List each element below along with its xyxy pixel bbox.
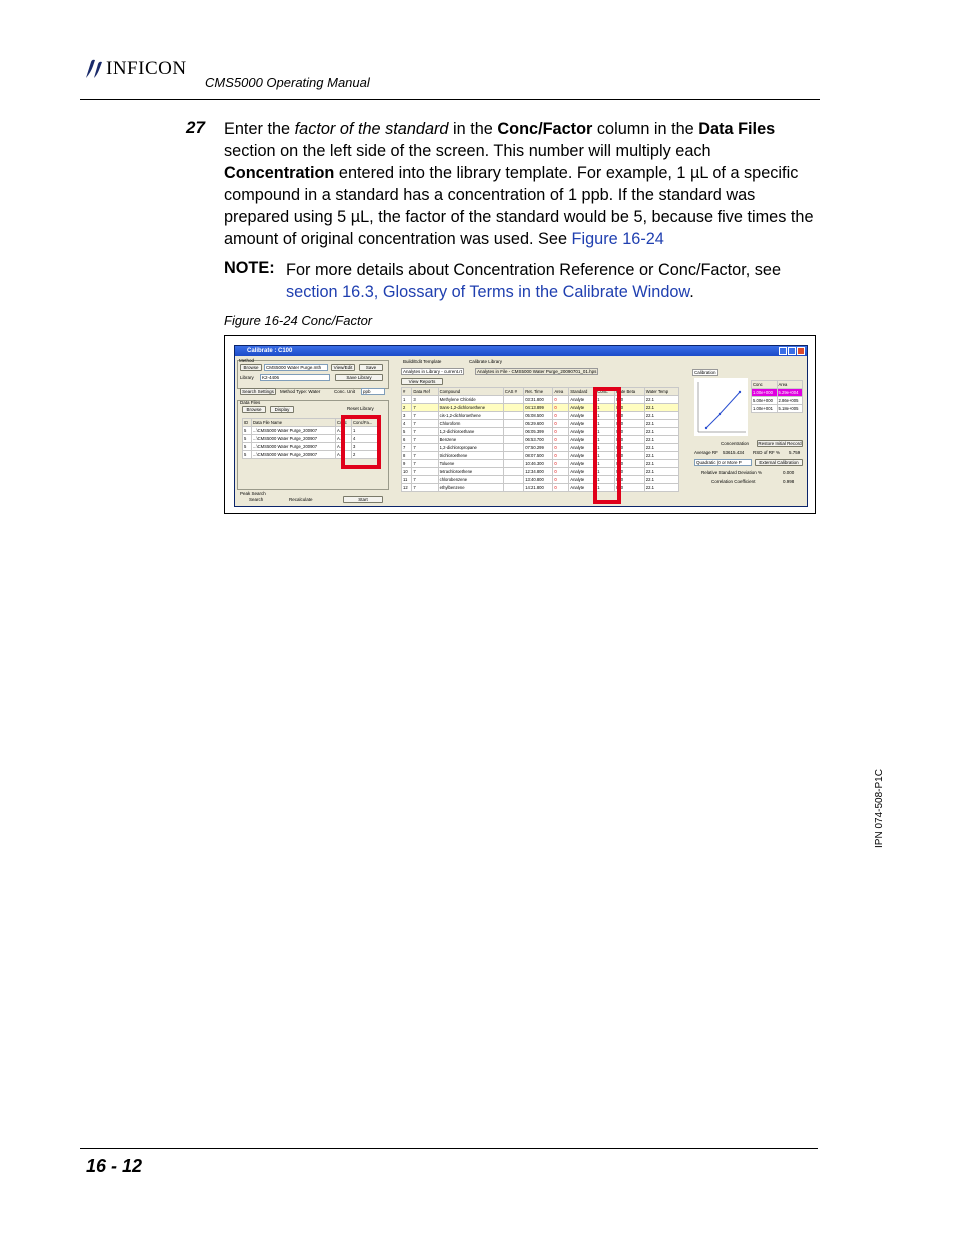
page-number: 16 - 12 <box>86 1156 143 1176</box>
reset-library-checkbox[interactable]: Reset Library <box>347 406 374 411</box>
tab-calibration[interactable]: Calibration <box>694 370 716 375</box>
table-row[interactable]: 5 ...\CMS5000 Water Purge_200907 A... 1 <box>243 427 380 435</box>
table-row[interactable]: 10 7 tetrachloroethene 12:34.800 0 Analyte 1 000 22.1 <box>402 468 679 476</box>
minimize-icon[interactable] <box>779 347 787 355</box>
table-row[interactable]: 5 ...\CMS5000 Water Purge_200907 A... 2 <box>243 451 380 459</box>
glossary-link[interactable]: section 16.3, Glossary of Terms in the Calibrate Window <box>286 283 690 301</box>
concentration-label: Concentration <box>721 441 750 446</box>
conc-factor-cell[interactable]: 1 <box>352 427 380 435</box>
note-body: For more details about Concentration Reference or Conc/Factor, see <box>286 261 782 279</box>
corr-coef-value: 0.998 <box>783 479 795 484</box>
conc-unit-label: Conc. Unit <box>334 389 356 394</box>
ipn-code: IPN 074-508-P1C <box>874 769 885 848</box>
analytes-header: # Data Ref Compound CAS # Ret. Time Area Standard Conc. Flate Beta Water Temp <box>402 388 679 396</box>
df-col-conc: Conc <box>336 419 352 427</box>
method-type-label: Method Type: Water <box>280 389 321 394</box>
build-template-radio[interactable]: Build/Edit Template <box>403 359 442 364</box>
df-col-factor: Conc/Fa... <box>352 419 380 427</box>
rsd-label: RSD of RF % <box>753 450 781 455</box>
conc-factor-term: Conc/Factor <box>497 120 593 138</box>
peak-search-label: Peak Search <box>240 491 266 496</box>
data-files-term: Data Files <box>698 120 776 138</box>
browse-data-button[interactable]: Browse <box>242 406 266 413</box>
save-button[interactable]: Save <box>359 364 383 371</box>
step-text-2: in the <box>448 120 498 138</box>
df-col-id: ID <box>243 419 252 427</box>
calibration-curve <box>694 378 748 436</box>
browse-method-button[interactable]: Browse <box>240 364 262 371</box>
table-row[interactable]: 12 7 ethylbenzene 14:21.800 0 Analyte 1 000 22.1 <box>402 484 679 492</box>
method-label: Method <box>239 358 255 363</box>
window-title <box>235 346 807 356</box>
window-title-text: Calibrate : C100 <box>247 348 293 354</box>
conc-factor-cell[interactable]: 4 <box>352 435 380 443</box>
rel-std-dev-label: Relative Standard Deviation % <box>701 470 763 475</box>
save-library-button[interactable]: Save Library <box>335 374 383 381</box>
close-icon[interactable] <box>797 347 805 355</box>
step-text-3: column in the <box>592 120 699 138</box>
table-row[interactable]: 4 7 Chloroform 05:29.600 0 Analyte 1 000 22.1 <box>402 420 679 428</box>
logo-text: INFICON <box>106 58 187 79</box>
window-controls <box>779 347 805 355</box>
table-row[interactable]: 3 7 cis-1,2-dichloroethene 05:08.500 0 Analyte 1 000 22.1 <box>402 412 679 420</box>
maximize-icon[interactable] <box>788 347 796 355</box>
table-row[interactable]: 5.00e+000 2.86e+005 <box>752 397 803 405</box>
table-row[interactable]: 7 7 1,2-dichloropropane 07:50.299 0 Analyte 1 000 22.1 <box>402 444 679 452</box>
analytes-table <box>401 387 679 492</box>
table-row[interactable]: 8 7 trichloroethene 08:07.500 0 Analyte 1 000 22.1 <box>402 452 679 460</box>
analyte-rows <box>402 396 679 492</box>
library-label: Library <box>240 375 254 380</box>
step-emphasis: factor of the standard <box>294 120 449 138</box>
restore-initial-button[interactable]: Restore Initial Record <box>758 441 802 446</box>
rel-std-dev-value: 0.000 <box>783 470 795 475</box>
table-row[interactable]: 11 7 chlorobenzene 13:40.800 0 Analyte 1 000 22.1 <box>402 476 679 484</box>
step-text-1: Enter the <box>224 120 295 138</box>
library-pane <box>397 358 689 504</box>
library-select[interactable]: K2-4406 <box>260 374 330 381</box>
calibrate-library-radio[interactable]: Calibrate Library <box>469 359 503 364</box>
inficon-logo-icon <box>82 58 104 80</box>
df-col-name: Data File Name <box>252 419 336 427</box>
calibration-pane <box>691 358 805 504</box>
note-label: NOTE: <box>224 259 275 277</box>
figure-link[interactable]: Figure 16-24 <box>571 230 664 248</box>
note-text <box>286 259 816 303</box>
calibration-table: Conc Area 1.00e+000 5.29e+004 5.00e+000 2.86e+005 1.00e+001 5.18e+005 <box>751 380 803 413</box>
conc-unit-select[interactable]: ppb <box>361 388 385 395</box>
view-reports-button[interactable]: View Reports <box>401 378 443 385</box>
rsd-value: 5.759 <box>789 450 801 455</box>
start-button[interactable]: Start <box>343 496 383 503</box>
table-row[interactable]: 1.00e+001 5.18e+005 <box>752 405 803 413</box>
table-row[interactable]: 1.00e+000 5.29e+004 <box>752 389 803 397</box>
step-text-4: section on the left side of the screen. This number will multiply each <box>224 142 711 160</box>
table-row[interactable]: 5 ...\CMS5000 Water Purge_200907 A... 4 <box>243 435 380 443</box>
average-rf-value: 53615.434 <box>723 450 745 455</box>
search-radio[interactable]: Search <box>249 497 264 502</box>
table-row[interactable]: 9 7 Toluene 10:46.300 0 Analyte 1 000 22.1 <box>402 460 679 468</box>
footer-rule <box>80 1148 818 1149</box>
table-row[interactable]: 1 3 Methylene Chloride 03:31.800 0 Analyte 1 000 22.1 <box>402 396 679 404</box>
step-paragraph <box>224 118 816 250</box>
concentration-term: Concentration <box>224 164 335 182</box>
table-row[interactable]: 5 ...\CMS5000 Water Purge_200907 A... 3 <box>243 443 380 451</box>
conc-factor-cell[interactable]: 3 <box>352 443 380 451</box>
conc-factor-cell[interactable]: 2 <box>352 451 380 459</box>
view-edit-button[interactable]: View/Edit <box>331 364 355 371</box>
corr-coef-label: Correlation Coefficient <box>711 479 756 484</box>
recalculate-radio[interactable]: Recalculate <box>289 497 313 502</box>
table-row[interactable]: 6 7 Benzene 06:53.700 0 Analyte 1 000 22.1 <box>402 436 679 444</box>
table-row[interactable]: 5 7 1,2-dichloroethane 06:05.399 0 Analyte 1 000 22.1 <box>402 428 679 436</box>
average-rf-label: Average RF <box>694 450 718 455</box>
note-end: . <box>689 283 694 301</box>
conc-factor-highlight <box>341 415 381 469</box>
tab-file-analytes[interactable]: Analytes in File - CMS5000 Water Purge_20090701_01.hps <box>477 369 597 374</box>
calibrate-window <box>234 345 808 507</box>
display-button[interactable]: Display <box>270 406 294 413</box>
fit-type-select[interactable]: Quadratic (0 or More P <box>694 459 752 466</box>
search-settings-button[interactable]: Search Settings <box>240 388 276 395</box>
figure-frame <box>224 335 816 514</box>
method-file-field[interactable]: CMS5000 Water Purge.mth <box>264 364 328 371</box>
step-number: 27 <box>186 118 205 137</box>
data-files-label: Data Files <box>240 400 261 405</box>
conc-column-highlight <box>593 387 621 504</box>
step-text-5: entered into the library template. For example, 1 µL of a specific compound in a standard has a concentration of 1 ppb. If the standard was prepared using 5 µL, the factor of the standard would be 5, because five times the amount of original concentration was used. See <box>224 164 814 248</box>
inficon-logo <box>82 58 187 80</box>
external-calibration-button[interactable]: External Calibration <box>755 459 803 466</box>
manual-title: CMS5000 Operating Manual <box>205 75 370 90</box>
tab-library-analytes[interactable]: Analytes in Library - current.rt <box>403 369 463 374</box>
table-row[interactable]: 2 7 trans-1,2-dichloroethene 04:13.899 0 Analyte 1 000 22.1 <box>402 404 679 412</box>
header-rule <box>80 99 820 100</box>
figure-caption: Figure 16-24 Conc/Factor <box>224 313 373 328</box>
